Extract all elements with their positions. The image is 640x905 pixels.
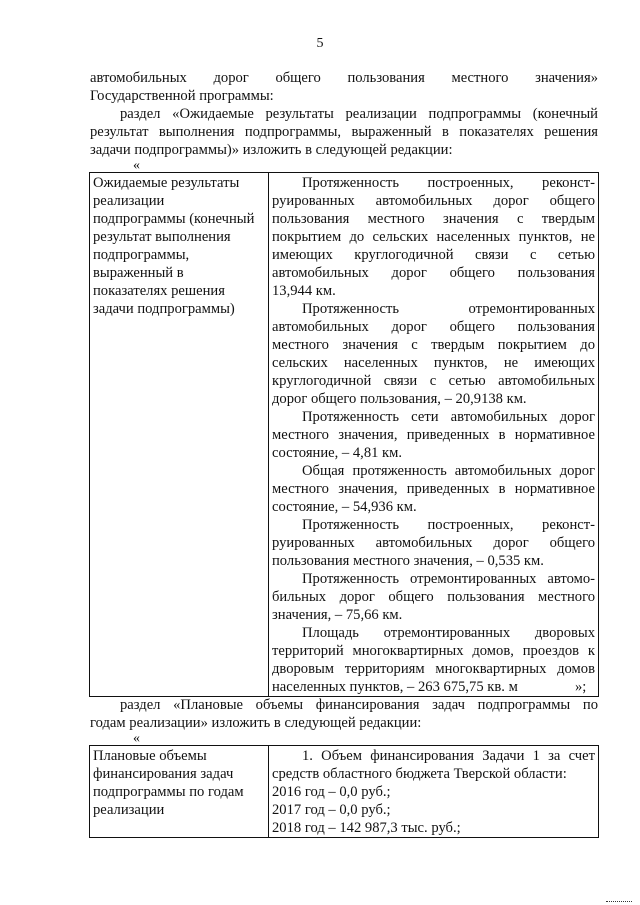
financing-label-cell (90, 746, 269, 838)
result-paragraph (272, 300, 595, 408)
label-line: реализации (93, 802, 165, 818)
result-paragraph (272, 624, 595, 696)
result-line: Протяженность отремонтированных (302, 301, 595, 317)
label-line: подпрограммы, (93, 247, 190, 263)
result-line: Общая протяженность автомобильных дорог (302, 463, 595, 479)
expected-results-values-cell (269, 173, 599, 697)
results-paragraphs (272, 174, 595, 696)
open-quote-1: « (133, 158, 140, 173)
label-line: показателях решения (93, 283, 225, 299)
financing-line: 2018 год – 142 987,3 тыс. руб.; (272, 820, 461, 836)
result-line: Площадь отремонтированных дворовых (302, 625, 595, 641)
financing-line: 1. Объем финансирования Задачи 1 за счет (302, 748, 595, 764)
section2-line-1: раздел «Плановые объемы финансирования задач подпрограммы по (120, 697, 598, 713)
expected-results-table (89, 172, 599, 697)
label-line: результат выполнения (93, 229, 231, 245)
page-number: 5 (316, 36, 324, 51)
result-line: Протяженность построенных, реконст- (302, 175, 595, 191)
result-line: бильных дорог общего пользования местного (272, 589, 595, 605)
result-line: руированных автомобильных дорог общего (272, 535, 595, 551)
result-line: местного значения с твердым покрытием до (272, 337, 595, 353)
intro-line-1: автомобильных дорог общего пользования местного значения» (90, 70, 598, 86)
result-line: Протяженность сети автомобильных дорог (302, 409, 595, 425)
scan-edge-mark (606, 901, 632, 905)
financing-table (89, 745, 599, 838)
result-line: состояние, – 54,936 км. (272, 499, 417, 515)
financing-line: 2016 год – 0,0 руб.; (272, 784, 391, 800)
section2-line-2: годам реализации» изложить в следующей редакции: (90, 715, 422, 731)
result-line: Протяженность построенных, реконст- (302, 517, 595, 533)
result-line: местного значения, приведенных в нормативное (272, 427, 595, 443)
result-line: Протяженность отремонтированных автомо- (302, 571, 595, 587)
result-line: населенных пунктов, – 263 675,75 кв. м (272, 679, 518, 695)
result-line: дворовым территориям многоквартирных домов (272, 661, 595, 677)
open-quote-2: « (133, 731, 140, 746)
label-line: Ожидаемые результаты (93, 175, 240, 191)
result-line: местного значения, приведенных в нормативное (272, 481, 595, 497)
close-quote-1: »; (575, 679, 587, 695)
result-paragraph (272, 462, 595, 516)
label-line: подпрограммы (конечный (93, 211, 255, 227)
section1-line-1: раздел «Ожидаемые результаты реализации подпрограммы (конечный (120, 106, 598, 122)
result-line: пользования местного значения с твердым (272, 211, 595, 227)
label-line: реализации (93, 193, 165, 209)
result-paragraph (272, 516, 595, 570)
section1-line-3: задачи подпрограммы)» изложить в следующей редакции: (90, 142, 453, 158)
result-line: автомобильных дорог общего пользования (272, 265, 595, 281)
expected-results-label-cell (90, 173, 269, 697)
financing-line: 2017 год – 0,0 руб.; (272, 802, 391, 818)
label-line: финансирования задач (93, 766, 234, 782)
label-line: подпрограммы по годам (93, 784, 244, 800)
result-line: 13,944 км. (272, 283, 336, 299)
result-line: территорий многоквартирных домов, проездов к (272, 643, 595, 659)
result-line: покрытием до сельских населенных пунктов, не (272, 229, 595, 245)
financing-values-cell (269, 746, 599, 838)
result-line: пользования местного значения, – 0,535 км. (272, 553, 544, 569)
result-line: состояние, – 4,81 км. (272, 445, 403, 461)
result-line: автомобильных дорог общего пользования (272, 319, 595, 335)
financing-line: средств областного бюджета Тверской области: (272, 766, 567, 782)
result-line: круглогодичной связи с сетью автомобильных (272, 373, 595, 389)
result-line: дорог общего пользования, – 20,9138 км. (272, 391, 527, 407)
result-line: имеющих круглогодичной связи с сетью (272, 247, 595, 263)
intro-line-2: Государственной программы: (90, 88, 274, 104)
label-line: Плановые объемы (93, 748, 207, 764)
result-line: сельских населенных пунктов, не имеющих (272, 355, 595, 371)
result-line: значения, – 75,66 км. (272, 607, 403, 623)
section1-line-2: результат выполнения подпрограммы, выраженный в показателях решения (90, 124, 598, 140)
result-paragraph (272, 174, 595, 300)
label-line: выраженный в (93, 265, 184, 281)
result-line: руированных автомобильных дорог общего (272, 193, 595, 209)
result-paragraph (272, 570, 595, 624)
result-paragraph (272, 408, 595, 462)
label-line: задачи подпрограммы) (93, 301, 235, 317)
financing-paragraph (272, 747, 595, 837)
